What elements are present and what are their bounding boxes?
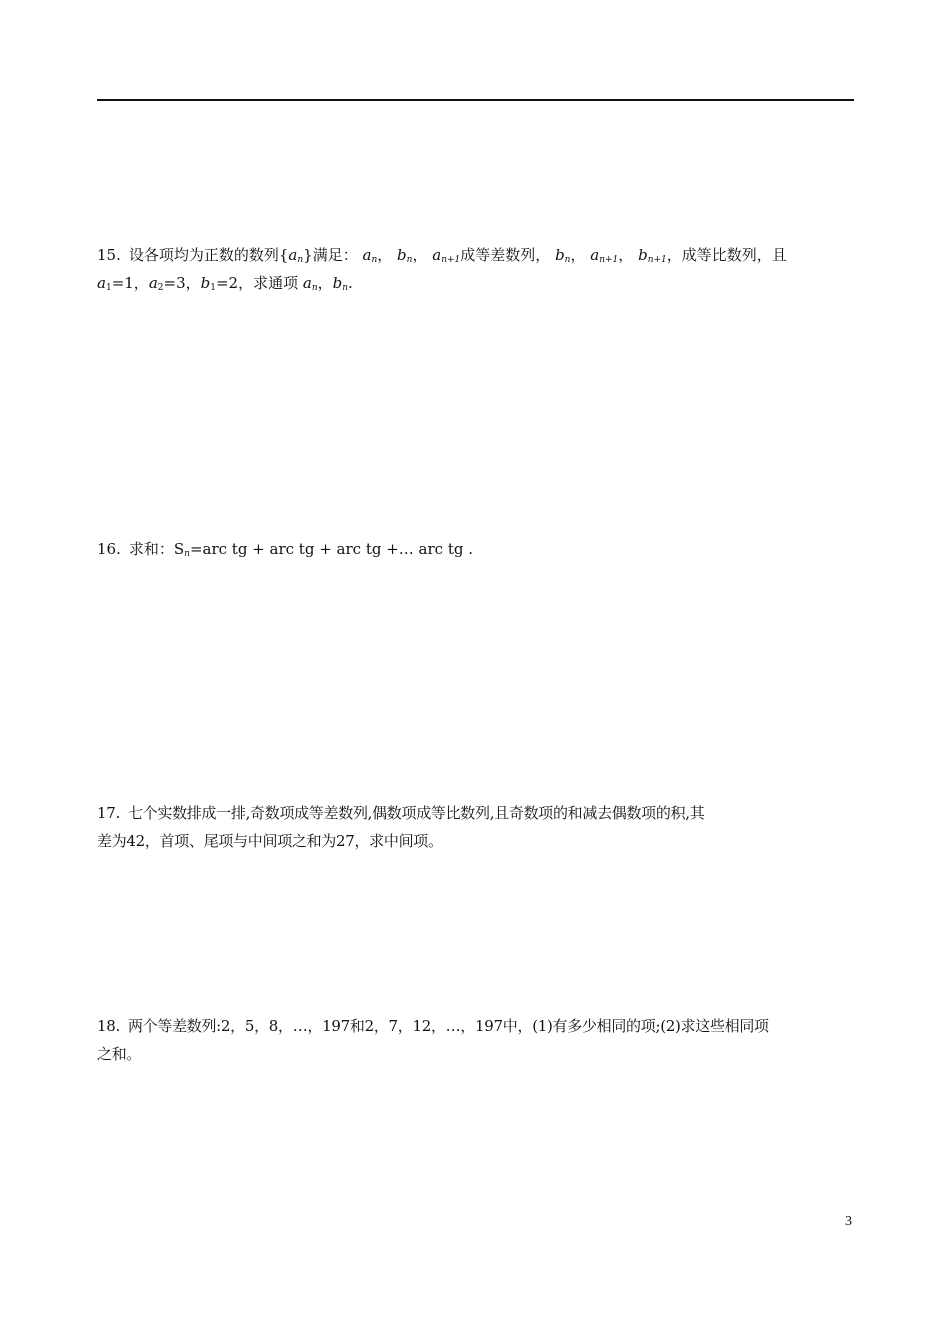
problem-number: 16. (97, 540, 121, 558)
problem-number: 15. (97, 246, 121, 264)
problem-18 (97, 1012, 855, 1068)
header-rule (97, 99, 854, 101)
problem-18-line-2: 之和。 (97, 1045, 142, 1063)
problem-18-line-1: 18. 两个等差数列:2，5，8，…，197和2，7，12，…，197中，(1)有多少相同的项;(2)求这些相同项 (97, 1017, 769, 1035)
problem-16-line-1: 16. 求和：$S_n=arc$ tg + arc tg + arc tg +… arc tg . (97, 540, 474, 559)
problem-15-line-2: $a_1=1$，$a_2=3$，$b_1=2$，求通项 $a_n$，$b_n$. (97, 274, 353, 293)
problem-17-line-1: 17. 七个实数排成一排,奇数项成等差数列,偶数项成等比数列,且奇数项的和减去偶数项的积,其 (97, 804, 705, 822)
page-number: 3 (845, 1214, 852, 1229)
problem-17 (97, 799, 855, 855)
problem-15-line-1: 15. 设各项均为正数的数列$\{a_n\}$满足： $a_n$， $b_n$， $a_{n+1}$成等差数列， $b_n$， $a_{n+1}$， $b_{n+1}$，成等比数列，且 (97, 246, 787, 265)
problem-number: 18. (97, 1017, 120, 1035)
problem-16 (97, 535, 855, 563)
problem-17-line-2: 差为42，首项、尾项与中间项之和为27，求中间项。 (97, 832, 443, 850)
problem-15 (97, 241, 855, 297)
problem-number: 17. (97, 804, 120, 822)
